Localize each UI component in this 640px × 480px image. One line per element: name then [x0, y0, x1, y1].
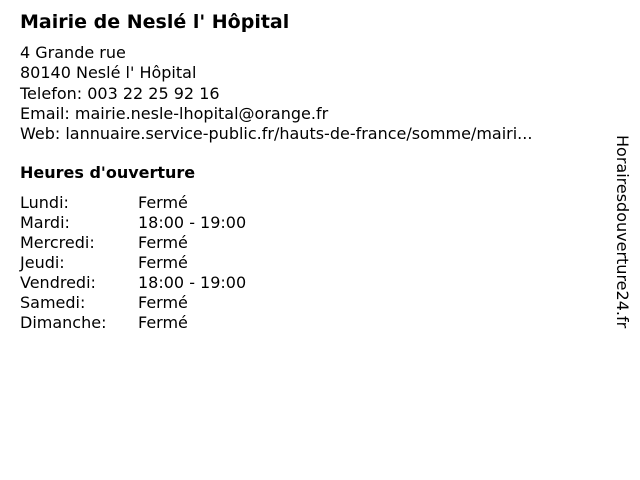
day-hours: Fermé: [138, 293, 188, 313]
day-label: Jeudi:: [20, 253, 65, 273]
address-city: 80140 Neslé l' Hôpital: [20, 63, 197, 83]
hours-row-thursday: [20, 253, 600, 273]
email-line: Email: mairie.nesle-lhopital@orange.fr: [20, 103, 329, 123]
brand-watermark: Horairesdouverture24.fr: [613, 135, 632, 329]
day-hours: 18:00 - 19:00: [138, 213, 247, 233]
hours-row-tuesday: [20, 213, 600, 233]
hours-row-friday: [20, 273, 600, 293]
day-hours: 18:00 - 19:00: [138, 273, 247, 293]
day-hours: Fermé: [138, 193, 188, 213]
web-line: Web: lannuaire.service-public.fr/hauts-de-france/somme/mairi...: [20, 124, 533, 144]
day-hours: Fermé: [138, 233, 188, 253]
hours-row-wednesday: [20, 233, 600, 253]
day-hours: Fermé: [138, 253, 188, 273]
hours-row-sunday: [20, 313, 600, 333]
day-label: Vendredi:: [20, 273, 96, 293]
phone-line: Telefon: 003 22 25 92 16: [20, 83, 220, 103]
day-label: Lundi:: [20, 193, 69, 213]
day-label: Samedi:: [20, 293, 86, 313]
office-card: [20, 9, 600, 333]
hours-heading: Heures d'ouverture: [20, 163, 196, 183]
hours-row-monday: [20, 193, 600, 213]
day-label: Mardi:: [20, 213, 70, 233]
day-hours: Fermé: [138, 313, 188, 333]
address-street: 4 Grande rue: [20, 43, 126, 62]
office-title: Mairie de Neslé l' Hôpital: [20, 11, 290, 33]
day-label: Mercredi:: [20, 233, 95, 253]
hours-row-saturday: [20, 293, 600, 313]
day-label: Dimanche:: [20, 313, 107, 333]
